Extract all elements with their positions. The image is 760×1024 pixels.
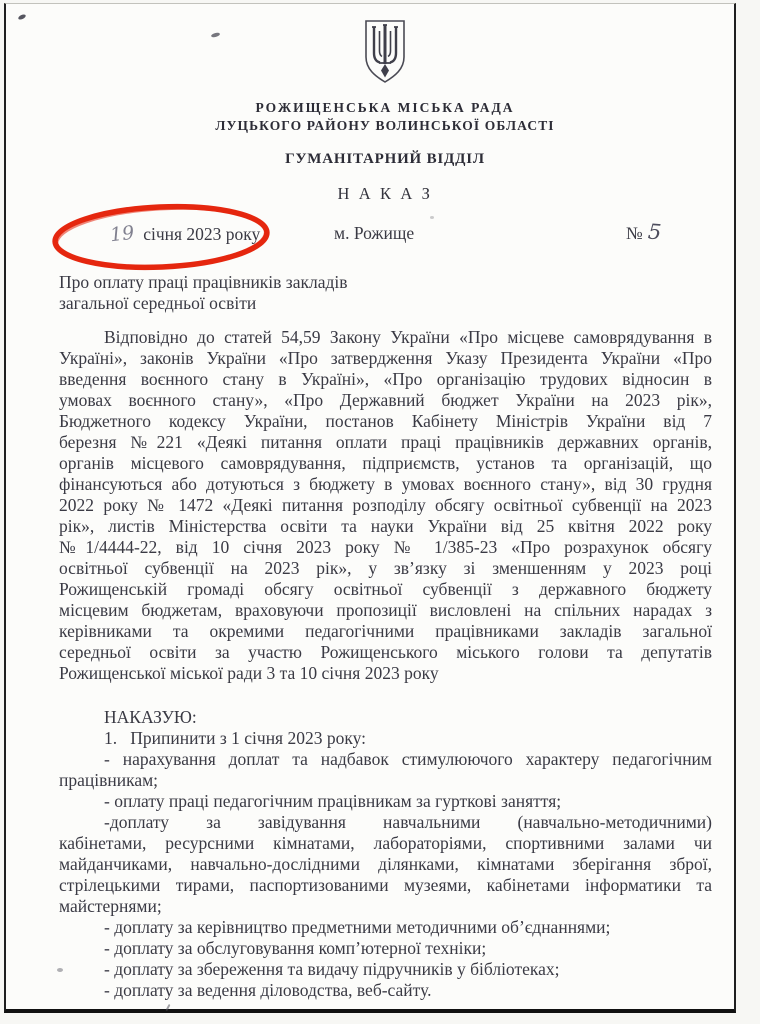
- document-body: [59, 327, 712, 1001]
- document-type-title: Н А К А З: [337, 184, 433, 203]
- text-line: умовах воєнного стану», «Про Державний бюджет України на 2023 рік»,: [59, 390, 712, 410]
- text-line: освітньої субвенції на 2023 рік», у зв’язку зі зменшенням у 2023 році: [59, 558, 712, 578]
- text-line: місцевим бюджетам, враховуючи пропозиції висловлені на спільних нарадах з: [59, 600, 712, 620]
- text-line: - оплату праці педагогічним працівникам за гурткові заняття;: [104, 791, 562, 811]
- place-name: м. Рожище: [334, 223, 415, 243]
- scan-speck: [57, 968, 63, 972]
- text-line: працівникам;: [59, 770, 159, 790]
- org-name-line1: РОЖИЩЕНСЬКА МІСЬКА РАДА: [255, 100, 515, 115]
- text-line: введення воєнного стану в Україні», «Про організацію трудових відносин в: [59, 369, 712, 389]
- org-name-line2: ЛУЦЬКОГО РАЙОНУ ВОЛИНСЬКОЇ ОБЛАСТІ: [215, 118, 555, 133]
- handwritten-day: 19: [108, 221, 136, 247]
- document-header: [36, 4, 734, 204]
- handwritten-number: 5: [646, 219, 662, 245]
- text-line: -доплату за завідування навчальними (навчально-методичними): [104, 812, 712, 832]
- text-line: 2022 року № 1472 «Деякі питання розподілу обсягу освітньої субвенції на 2023: [59, 495, 712, 515]
- order-section: [59, 707, 712, 1001]
- text-line: органів місцевого самоврядування, підприємств, установ та організацій, що: [59, 453, 712, 473]
- number-sign: №: [626, 223, 643, 243]
- text-line: рік», листів Міністерства освіти та науки України від 25 квітня 2022 року: [59, 516, 712, 536]
- document-page: [4, 3, 736, 1013]
- document-date: [110, 223, 260, 245]
- department-name: ГУМАНІТАРНИЙ ВІДДІЛ: [285, 151, 485, 167]
- date-text: січня 2023 року: [143, 224, 261, 244]
- date-place-number-row: [6, 219, 734, 249]
- scan-speck: [18, 13, 27, 20]
- order-heading: НАКАЗУЮ:: [104, 707, 197, 727]
- text-line: березня №221 «Деякі питання оплати праці працівників державних органів,: [59, 432, 712, 452]
- order-items: [59, 728, 712, 1001]
- text-line: - нарахування доплат та надбавок стимулюючого характеру педагогічним: [104, 749, 712, 769]
- text-line: керівниками та окремими педагогічними працівниками закладів загальної: [59, 621, 712, 641]
- scan-speck: [430, 216, 434, 219]
- ukraine-trident-emblem-icon: [362, 19, 408, 90]
- text-line: Рожищенської міської ради 3 та 10 січня 2023 року: [59, 663, 439, 683]
- text-line: №1/4444-22, від 10 січня 2023 року № 1/385-23 «Про розрахунок обсягу: [59, 537, 712, 557]
- subject-block: [59, 272, 348, 314]
- preamble-paragraph: [59, 327, 712, 684]
- document-number: [626, 220, 661, 244]
- text-line: майданчиками, навчально-дослідними ділянками, кімнатами зберігання зброї,: [59, 854, 712, 874]
- text-line: середньої освіти за участю Рожищенського міського голови та депутатів: [59, 642, 712, 662]
- text-line: Україні», законів України «Про затвердження Указу Президента України «Про: [59, 348, 712, 368]
- text-line: майстернями;: [59, 896, 162, 916]
- text-line: - доплату за обслуговування комп’ютерної техніки;: [104, 938, 487, 958]
- text-line: Відповідно до статей 54,59 Закону України «Про місцеве самоврядування в: [104, 327, 712, 347]
- text-line: Бюджетного кодексу України, постанов Кабінету Міністрів України від 7: [59, 411, 712, 431]
- text-line: фінансуються або дотуються з бюджету в умовах воєнного стану», від 30 грудня: [59, 474, 712, 494]
- text-line: - доплату за збереження та видачу підручників у бібліотеках;: [104, 959, 560, 979]
- text-line: - доплату за ведення діловодства, веб-сайту.: [104, 980, 432, 1000]
- subject-line2: загальної середньої освіти: [59, 293, 257, 313]
- text-line: 1. Припинити з 1 січня 2023 року:: [104, 728, 366, 748]
- subject-line1: Про оплату праці працівників закладів: [59, 272, 348, 292]
- text-line: стрілецькими тирами, паспортизованими музеями, кабінетами інформатики та: [59, 875, 712, 895]
- text-line: - доплату за керівництво предметними методичними об’єднаннями;: [104, 917, 611, 937]
- scan-speck: [165, 1004, 170, 1011]
- text-line: Рожищенській громаді обсягу освітньої субвенції з державного бюджету: [59, 579, 712, 599]
- text-line: кабінетами, ресурсними кімнатами, лабораторіями, спортивними залами чи: [59, 833, 712, 853]
